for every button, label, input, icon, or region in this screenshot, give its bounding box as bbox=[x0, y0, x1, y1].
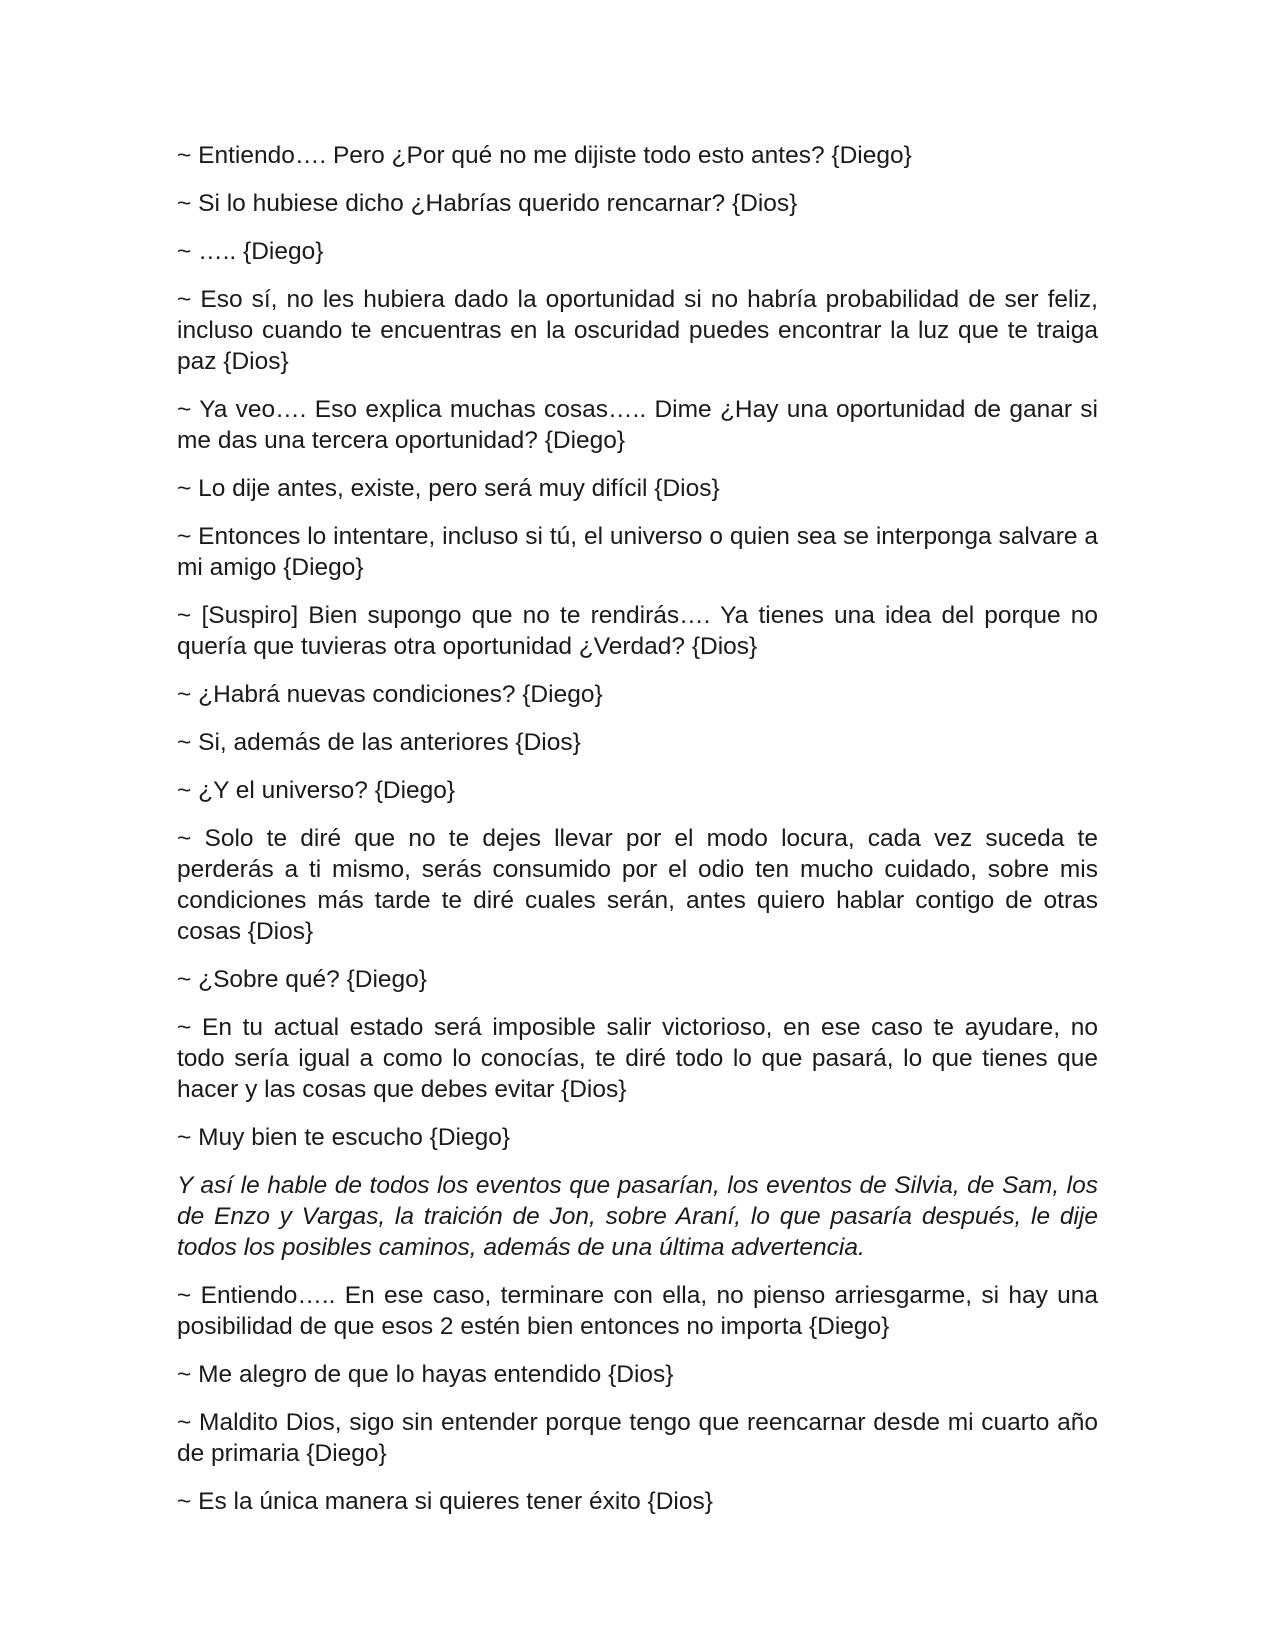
dialogue-line: ~ Entiendo….. En ese caso, terminare con ella, no pienso arriesgarme, si hay una posibilidad de que esos 2 estén bien entonces no importa {Diego} bbox=[177, 1282, 1098, 1340]
document-page bbox=[177, 140, 1098, 1534]
dialogue-line: ~ Si lo hubiese dicho ¿Habrías querido rencarnar? {Dios} bbox=[177, 190, 798, 217]
dialogue-line: ~ Es la única manera si quieres tener éxito {Dios} bbox=[177, 1488, 713, 1515]
dialogue-line: ~ Si, además de las anteriores {Dios} bbox=[177, 729, 581, 756]
dialogue-line: ~ Ya veo…. Eso explica muchas cosas….. Dime ¿Hay una oportunidad de ganar si me das una tercera oportunidad? {Diego} bbox=[177, 396, 1098, 454]
dialogue-line: ~ Entiendo…. Pero ¿Por qué no me dijiste todo esto antes? {Diego} bbox=[177, 142, 912, 169]
dialogue-line: ~ Eso sí, no les hubiera dado la oportunidad si no habría probabilidad de ser feliz, incluso cuando te encuentras en la oscuridad puedes encontrar la luz que te traiga paz {Dios} bbox=[177, 286, 1098, 375]
dialogue-line: ~ Entonces lo intentare, incluso si tú, el universo o quien sea se interponga salvare a mi amigo {Diego} bbox=[177, 523, 1098, 581]
dialogue-line: ~ ¿Habrá nuevas condiciones? {Diego} bbox=[177, 681, 603, 708]
dialogue-line: ~ [Suspiro] Bien supongo que no te rendirás…. Ya tienes una idea del porque no quería que tuvieras otra oportunidad ¿Verdad? {Dios} bbox=[177, 602, 1098, 660]
dialogue-line: ~ En tu actual estado será imposible salir victorioso, en ese caso te ayudare, no todo sería igual a como lo conocías, te diré todo lo que pasará, lo que tienes que hacer y las cosas que debes evitar {Dios} bbox=[177, 1014, 1098, 1103]
dialogue-line: ~ Muy bien te escucho {Diego} bbox=[177, 1124, 511, 1151]
dialogue-line: ~ Maldito Dios, sigo sin entender porque tengo que reencarnar desde mi cuarto año de primaria {Diego} bbox=[177, 1409, 1098, 1467]
dialogue-line: ~ Me alegro de que lo hayas entendido {Dios} bbox=[177, 1361, 674, 1388]
dialogue-line: ~ Solo te diré que no te dejes llevar por el modo locura, cada vez suceda te perderás a ti mismo, serás consumido por el odio ten mucho cuidado, sobre mis condiciones más tarde te diré cuales serán, antes quiero hablar contigo de otras cosas {Dios} bbox=[177, 825, 1098, 945]
dialogue-line: ~ ¿Sobre qué? {Diego} bbox=[177, 966, 427, 993]
dialogue-line: ~ ….. {Diego} bbox=[177, 238, 324, 265]
dialogue-line: ~ Lo dije antes, existe, pero será muy difícil {Dios} bbox=[177, 475, 720, 502]
dialogue-line: ~ ¿Y el universo? {Diego} bbox=[177, 777, 456, 804]
narration-paragraph: Y así le hable de todos los eventos que pasarían, los eventos de Silvia, de Sam, los de Enzo y Vargas, la traición de Jon, sobre Araní, lo que pasaría después, le dije todos los posibles caminos, además de una última advertencia. bbox=[177, 1172, 1098, 1261]
